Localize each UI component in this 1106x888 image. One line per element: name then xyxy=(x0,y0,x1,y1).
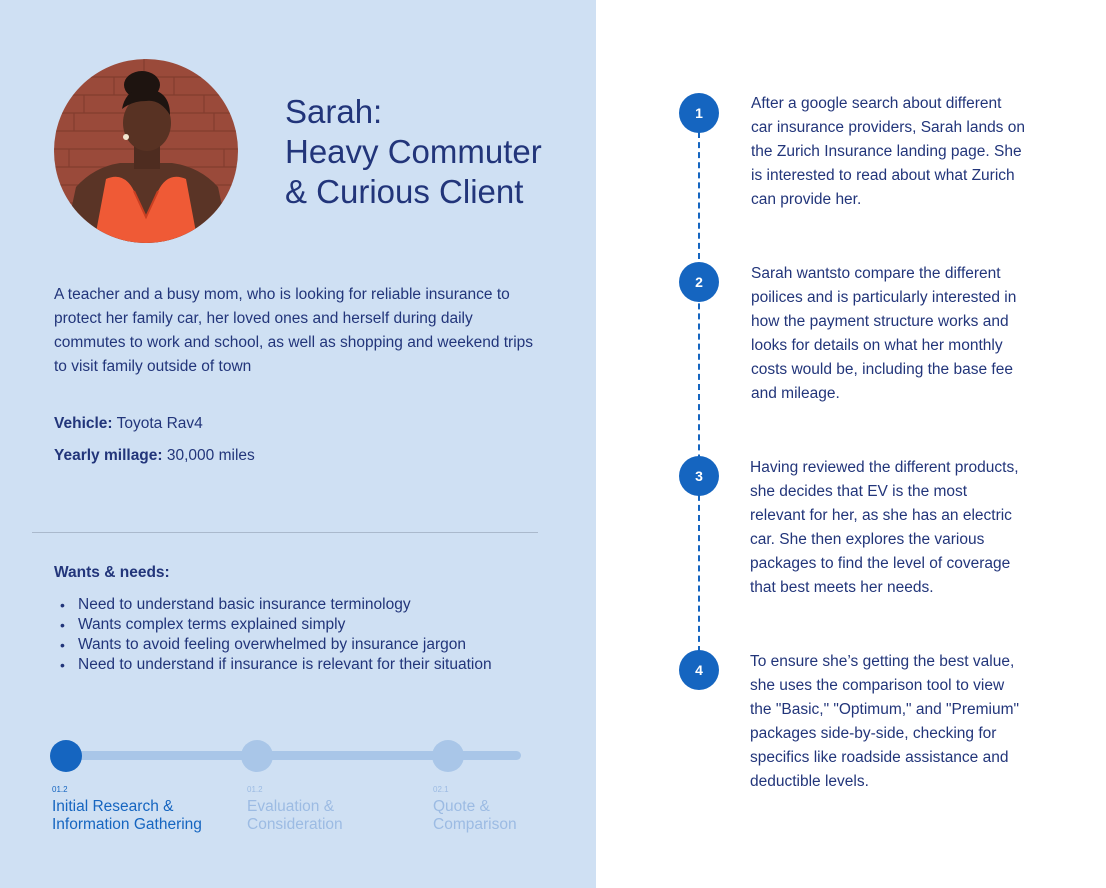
persona-avatar xyxy=(54,59,238,243)
mileage-label: Yearly millage: xyxy=(54,447,163,464)
progress-stage-3[interactable] xyxy=(433,785,517,834)
persona-name: Sarah: xyxy=(285,93,383,130)
stage-label: Consideration xyxy=(247,816,343,833)
list-item: • Need to understand basic insurance terminology xyxy=(60,596,411,613)
bullet-icon: • xyxy=(60,597,65,613)
step-number-badge: 1 xyxy=(679,93,719,133)
section-divider xyxy=(32,532,538,533)
bullet-icon: • xyxy=(60,617,65,633)
stage-code: 01.2 xyxy=(52,785,68,794)
stage-label: Information Gathering xyxy=(52,816,202,833)
persona-title-line-1: Heavy Commuter xyxy=(285,133,542,170)
list-item: • Wants to avoid feeling overwhelmed by insurance jargon xyxy=(60,636,466,653)
mileage-fact xyxy=(54,446,255,466)
step-number-badge: 4 xyxy=(679,650,719,690)
journey-step-text: After a google search about different car insurance providers, Sarah lands on the Zurich Insurance landing page. She is interested to read about what Zurich can provide her. xyxy=(751,95,1025,208)
bullet-icon: • xyxy=(60,637,65,653)
mileage-value: 30,000 miles xyxy=(162,447,255,464)
progress-stage-1[interactable] xyxy=(52,785,202,834)
progress-step-2-dot[interactable] xyxy=(241,740,273,772)
progress-step-3-dot[interactable] xyxy=(432,740,464,772)
step-number-badge: 2 xyxy=(679,262,719,302)
wants-list xyxy=(60,595,492,675)
vehicle-value: Toyota Rav4 xyxy=(112,415,203,432)
progress-stage-2[interactable] xyxy=(247,785,343,834)
stage-label: Comparison xyxy=(433,816,517,833)
bullet-icon: • xyxy=(60,657,65,673)
vehicle-label: Vehicle: xyxy=(54,415,113,432)
persona-bio: A teacher and a busy mom, who is looking for reliable insurance to protect her family car, her loved ones and herself during daily commutes to work and school, as well as shopping and weekend trips to visit family outside of town xyxy=(54,286,534,375)
timeline-connector xyxy=(698,132,700,652)
stage-code: 02.1 xyxy=(433,785,449,794)
journey-step-text: To ensure she’s getting the best value, she uses the comparison tool to view the "Basic," "Optimum," and "Premium" packages side-by-side, checking for specifics like roadside assistance and deductible levels. xyxy=(750,653,1020,790)
vehicle-fact xyxy=(54,414,203,434)
step-number-badge: 3 xyxy=(679,456,719,496)
list-item: • Need to understand if insurance is relevant for their situation xyxy=(60,656,492,673)
persona-title xyxy=(285,92,542,212)
stage-label: Initial Research & xyxy=(52,798,174,815)
wants-heading: Wants & needs: xyxy=(54,564,170,581)
stage-code: 01.2 xyxy=(247,785,263,794)
stage-label: Quote & xyxy=(433,798,490,815)
list-item: • Wants complex terms explained simply xyxy=(60,616,346,633)
progress-step-1-dot[interactable] xyxy=(50,740,82,772)
persona-title-line-2: & Curious Client xyxy=(285,173,524,210)
journey-step-text: Having reviewed the different products, she decides that EV is the most relevant for her, as she has an electric car. She then explores the various packages to find the level of coverage that best meets her needs. xyxy=(750,459,1019,596)
stage-label: Evaluation & xyxy=(247,798,335,815)
journey-step-text: Sarah wantsto compare the different poilices and is particularly interested in how the payment structure works and looks for details on what her monthly costs would be, including the base fee and mileage. xyxy=(751,265,1017,402)
